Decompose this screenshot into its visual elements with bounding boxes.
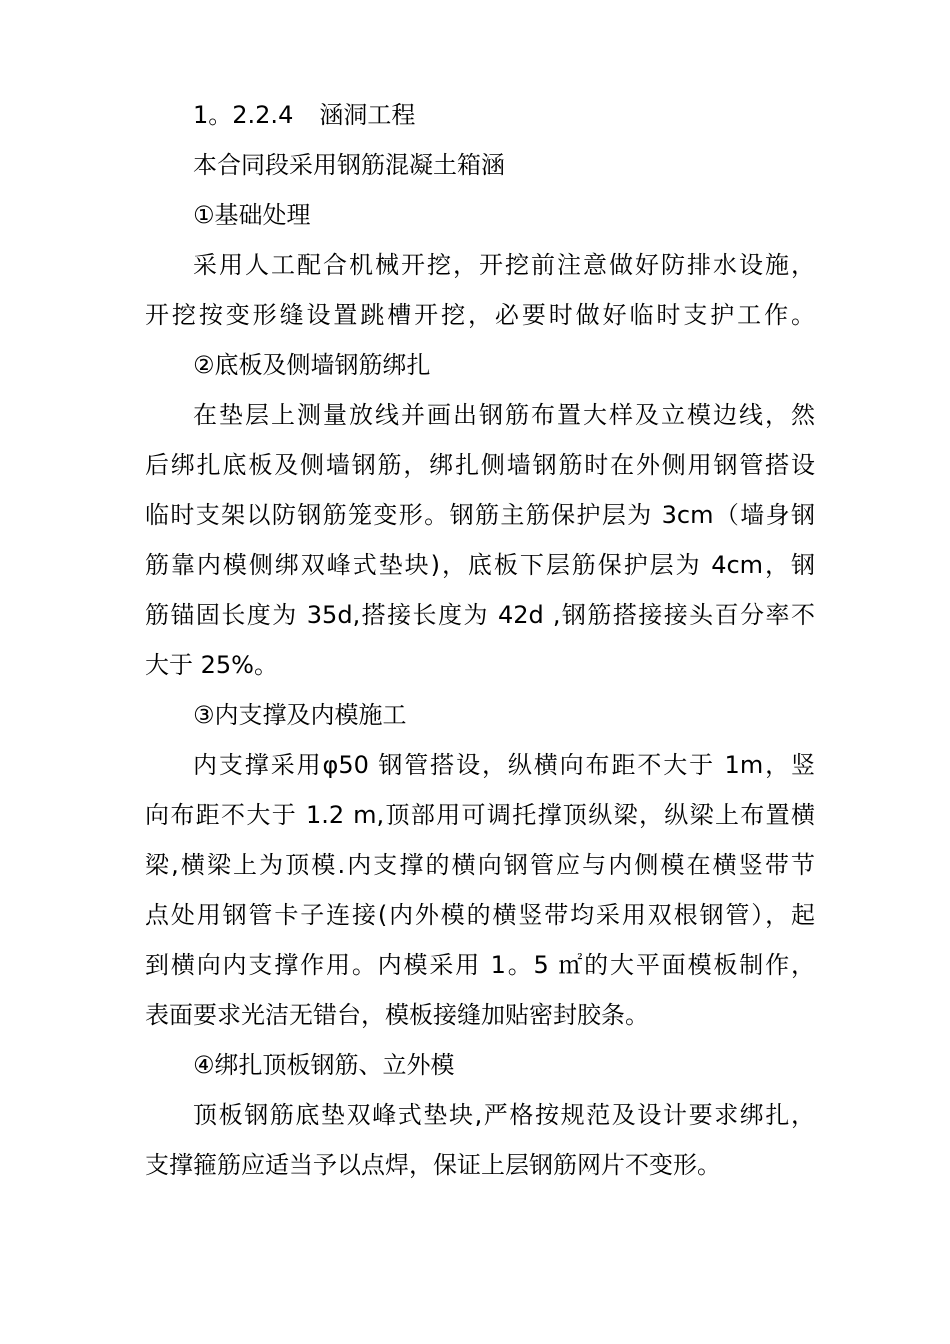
body-line: 开挖按变形缝设置跳槽开挖，必要时做好临时支护工作。 bbox=[145, 301, 815, 329]
body-line: 本合同段采用钢筋混凝土箱涵 bbox=[193, 151, 505, 179]
body-line: 采用人工配合机械开挖，开挖前注意做好防排水设施， bbox=[193, 251, 815, 279]
body-line: 点处用钢管卡子连接(内外模的横竖带均采用双根钢管），起 bbox=[145, 901, 815, 929]
body-line: 筋锚固长度为 35d,搭接长度为 42d ,钢筋搭接接头百分率不 bbox=[145, 601, 815, 629]
body-line: 梁,横梁上为顶模.内支撑的横向钢管应与内侧模在横竖带节 bbox=[145, 851, 815, 879]
body-line: 在垫层上测量放线并画出钢筋布置大样及立模边线，然 bbox=[193, 401, 815, 429]
body-line: 临时支架以防钢筋笼变形。钢筋主筋保护层为 3cm（墙身钢 bbox=[145, 501, 815, 529]
subheading-rebar: ②底板及侧墙钢筋绑扎 bbox=[193, 351, 431, 379]
section-title: 涵洞工程 bbox=[319, 101, 416, 129]
section-heading bbox=[193, 100, 815, 130]
body-line: 顶板钢筋底垫双峰式垫块,严格按规范及设计要求绑扎， bbox=[193, 1101, 815, 1129]
body-line: 内支撑采用φ50 钢管搭设，纵横向布距不大于 1m，竖 bbox=[193, 751, 815, 779]
subheading-inner-support: ③内支撑及内模施工 bbox=[193, 701, 407, 729]
body-line: 到横向内支撑作用。内模采用 1。5 ㎡的大平面模板制作， bbox=[145, 951, 815, 979]
section-number: 1。2.2.4 bbox=[193, 101, 294, 129]
body-line: 后绑扎底板及侧墙钢筋，绑扎侧墙钢筋时在外侧用钢管搭设 bbox=[145, 451, 815, 479]
body-line: 大于 25%。 bbox=[145, 651, 278, 679]
subheading-top-slab: ④绑扎顶板钢筋、立外模 bbox=[193, 1051, 455, 1079]
body-line: 支撑箍筋应适当予以点焊，保证上层钢筋网片不变形。 bbox=[145, 1151, 721, 1179]
subheading-foundation: ①基础处理 bbox=[193, 201, 311, 229]
body-line: 向布距不大于 1.2 m,顶部用可调托撑顶纵梁，纵梁上布置横 bbox=[145, 801, 815, 829]
body-line: 筋靠内模侧绑双峰式垫块)，底板下层筋保护层为 4cm，钢 bbox=[145, 551, 815, 579]
body-line: 表面要求光洁无错台，模板接缝加贴密封胶条。 bbox=[145, 1001, 649, 1029]
